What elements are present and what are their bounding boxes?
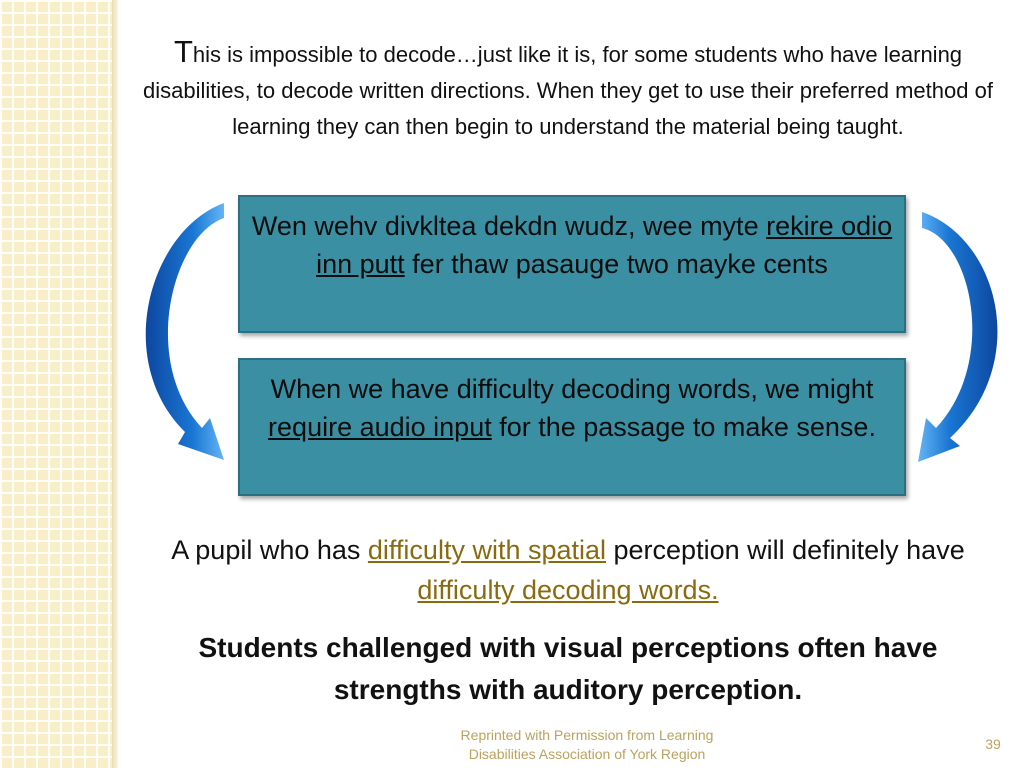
box2-underlined-phrase: require audio input	[268, 412, 492, 442]
box1-text-before: Wen wehv divkltea dekdn wudz, wee myte	[251, 211, 767, 241]
statement-part1: A pupil who has	[171, 535, 368, 565]
misspelled-text-box	[238, 195, 906, 333]
curved-arrow-right-icon	[918, 212, 997, 462]
footer-credit-line2: Disabilities Association of York Region	[468, 746, 706, 762]
box1-underlined-phrase: rekire odio inn putt	[316, 211, 893, 279]
curved-arrow-left-icon	[146, 203, 224, 460]
footer-credit-line1: Reprinted with Permission from Learning	[460, 727, 714, 743]
difficulty-decoding-link[interactable]: difficulty decoding words.	[417, 575, 719, 605]
box1-text-after: fer thaw pasauge two mayke cents	[404, 249, 828, 279]
emphasis-statement: Students challenged with visual perceptions often have strengths with auditory perception.	[198, 632, 938, 705]
spatial-perception-statement	[148, 530, 988, 610]
footer-credit	[420, 726, 754, 764]
page-number: 39	[985, 736, 1001, 752]
intro-dropcap: T	[173, 34, 193, 69]
statement-part2: perception will definitely have	[606, 535, 965, 565]
decoded-text-box	[238, 358, 906, 496]
box2-text-after: for the passage to make sense.	[491, 412, 876, 442]
box2-text-before: When we have difficulty decoding words, we might	[270, 374, 874, 404]
difficulty-spatial-link[interactable]: difficulty with spatial	[367, 535, 607, 565]
intro-text: his is impossible to decode…just like it is, for some students who have learning disabilities, to decode written directions. When they get to use their preferred method of learning they can then begin to understand the material being taught.	[143, 42, 993, 139]
